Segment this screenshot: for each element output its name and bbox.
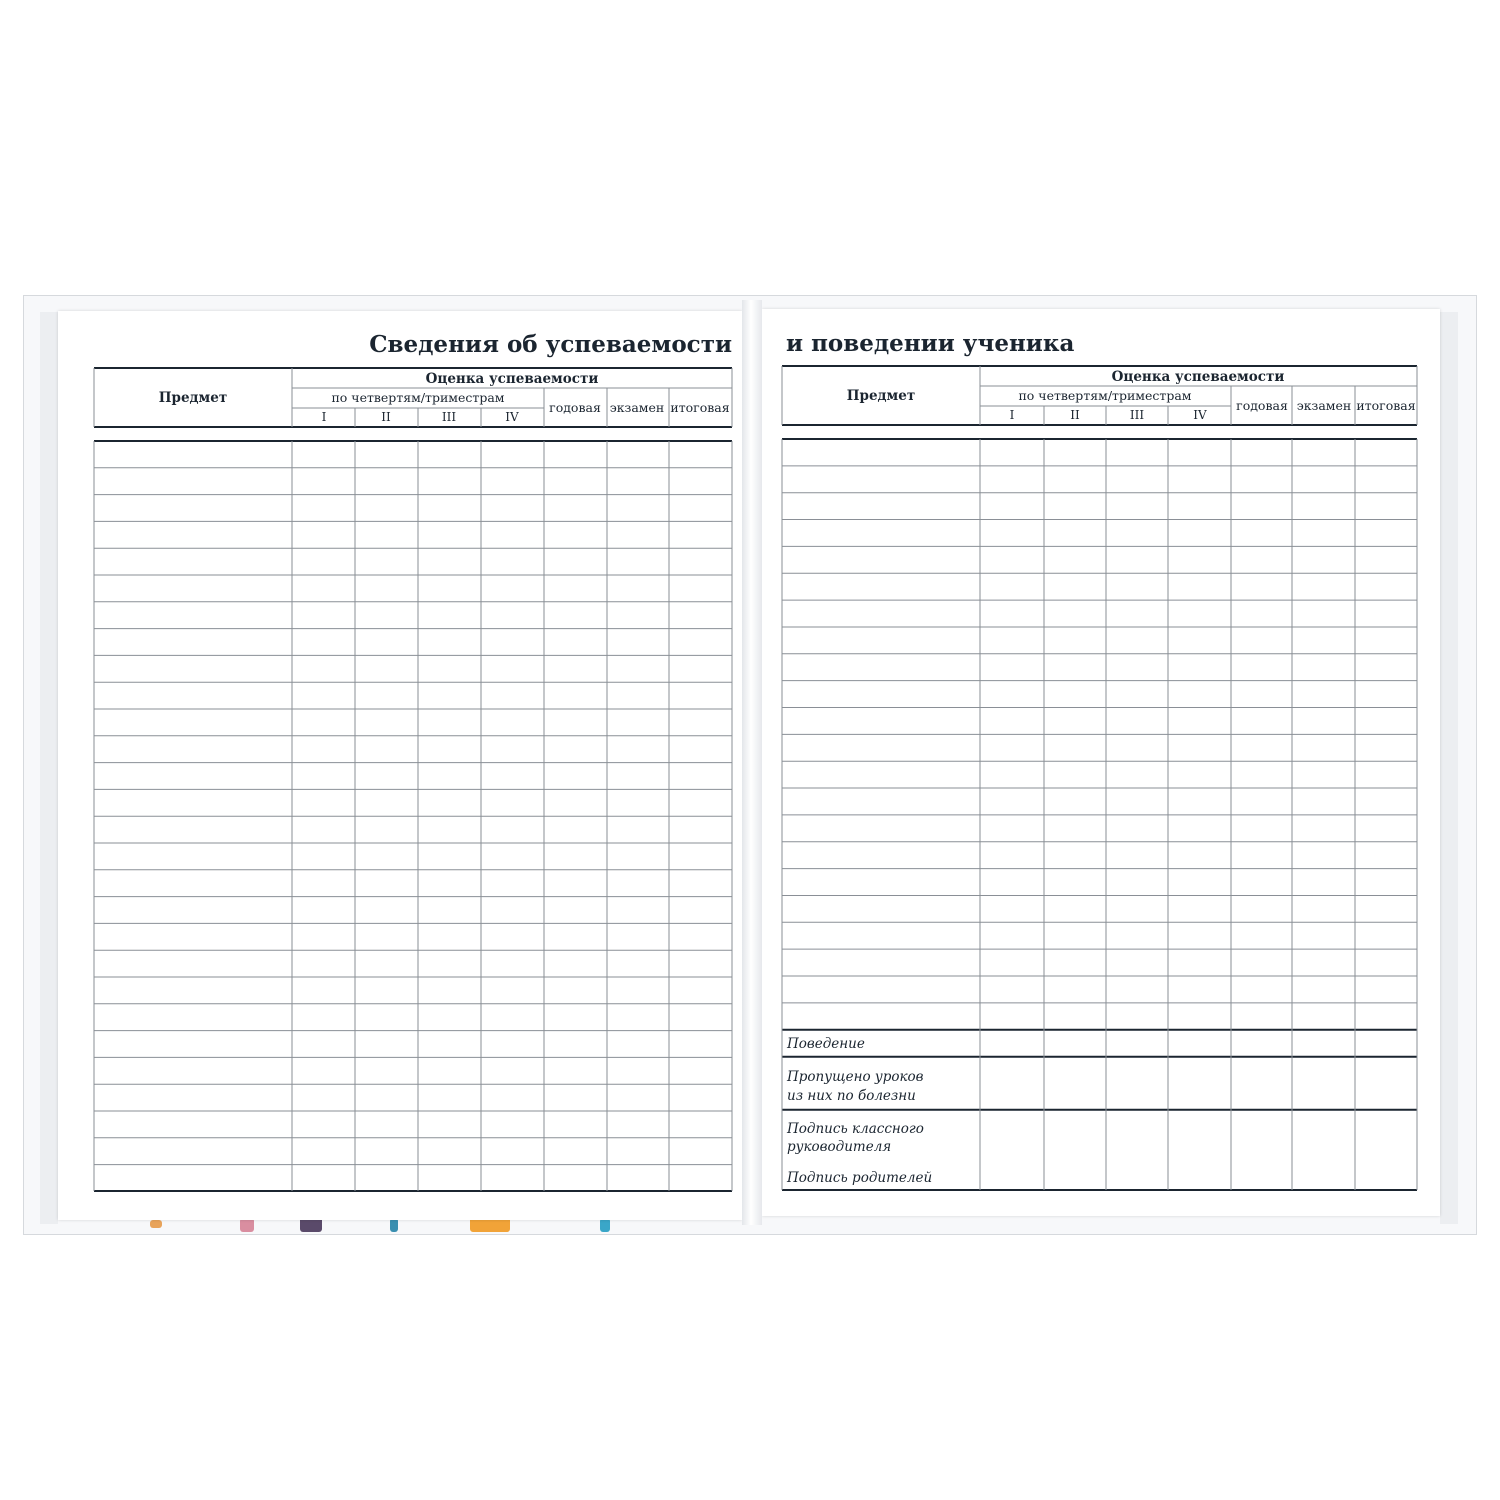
left-grade-table xyxy=(94,368,732,1191)
term-2-header: II xyxy=(1070,408,1080,422)
final-header: итоговая xyxy=(670,400,730,415)
subject-header: Предмет xyxy=(846,388,916,404)
term-3-header: III xyxy=(441,410,457,424)
annual-header: годовая xyxy=(549,400,601,415)
behavior-label: Поведение xyxy=(787,1036,865,1052)
final-header: итоговая xyxy=(1356,398,1416,413)
right-grade-table xyxy=(782,366,1417,1190)
missed-sick-label: из них по болезни xyxy=(787,1088,916,1104)
teacher-signature-label-2: руководителя xyxy=(787,1139,892,1155)
right-page-title: и поведении ученика xyxy=(786,330,1075,357)
term-1-header: I xyxy=(1009,408,1015,422)
missed-lessons-label: Пропущено уроков xyxy=(787,1069,924,1085)
annual-header: годовая xyxy=(1236,398,1288,413)
grade-header: Оценка успеваемости xyxy=(1111,369,1285,385)
term-4-header: IV xyxy=(1193,408,1207,422)
exam-header: экзамен xyxy=(1296,398,1352,413)
teacher-signature-label: Подпись классного xyxy=(787,1121,924,1137)
term-2-header: II xyxy=(381,410,391,424)
parents-signature-label: Подпись родителей xyxy=(787,1170,933,1186)
term-header: по четвертям/триместрам xyxy=(1018,388,1192,403)
subject-header: Предмет xyxy=(158,390,228,406)
term-header: по четвертям/триместрам xyxy=(331,390,505,405)
term-1-header: I xyxy=(321,410,327,424)
term-4-header: IV xyxy=(505,410,519,424)
exam-header: экзамен xyxy=(609,400,665,415)
left-page-title: Сведения об успеваемости xyxy=(369,331,732,358)
term-3-header: III xyxy=(1129,408,1145,422)
grade-header: Оценка успеваемости xyxy=(425,371,599,387)
